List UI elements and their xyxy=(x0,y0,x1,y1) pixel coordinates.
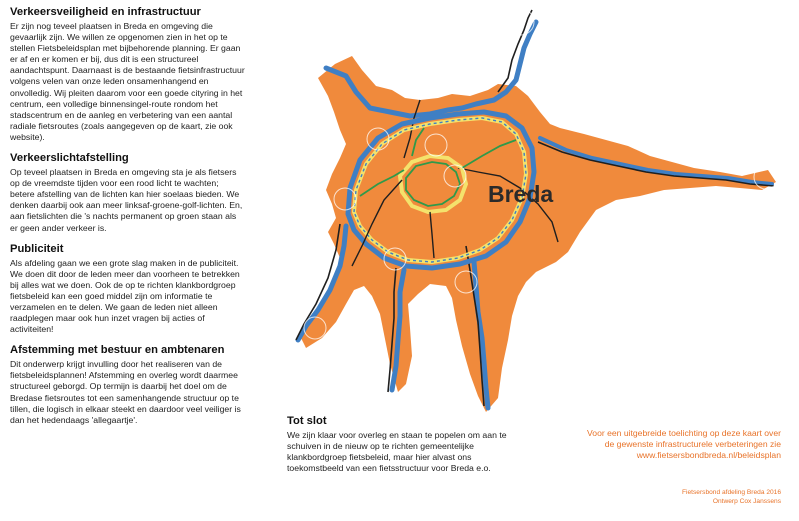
credits-line: Ontwerp Cox Janssens xyxy=(712,498,781,505)
section-title: Afstemming met bestuur en ambtenaren xyxy=(10,344,225,357)
section-verkeerslichtafstelling xyxy=(10,152,245,234)
section-title: Verkeerslichtafstelling xyxy=(10,152,129,165)
info-line: de gewenste infrastructurele verbeteringen zie xyxy=(604,439,781,449)
section-title: Verkeersveiligheid en infrastructuur xyxy=(10,6,201,18)
section-title: Publiciteit xyxy=(10,242,64,255)
section-verkeersveiligheid xyxy=(10,6,245,143)
section-publiciteit xyxy=(10,243,245,336)
tot-slot-section xyxy=(287,415,522,474)
section-body: Als afdeling gaan we een grote slag maken in de publiciteit. We doen dit door de leden meer dan voorheen te betrekken bij alles wat we doen. Ook de op te richten klankbordgroep fietsbeleid kan een goed middel zijn om informatie te verzamelen en te delen. We gaan de leden niet alleen raadplegen maar ook hun inzet vragen bij acties of activiteiten! xyxy=(10,257,240,335)
left-text-column xyxy=(10,6,245,435)
section-title: Tot slot xyxy=(287,415,327,427)
attention-circle xyxy=(508,9,534,35)
section-body: Dit onderwerp krijgt invulling door het realiseren van de fietsbeleidsplannen! Afstemming en overleg wordt daarmee structureel geborgd. Op termijn is daarbij het doel om de Bredase fietsroutes tot een samenhangende structuur op te tillen, die logisch in elkaar steekt en daardoor veel veiliger is dan het hedendaags 'allegaartje'. xyxy=(10,359,241,425)
section-body: We zijn klaar voor overleg en staan te popelen om aan te schuiven in de nieuw op te richten gemeentelijke klankbordgroep fietsbeleid, maar hier alvast ons toekomstbeeld van een fietsstructuur voor Breda e.o. xyxy=(287,430,507,474)
credits-line: Fietsersbond afdeling Breda 2016 xyxy=(682,489,781,496)
credits xyxy=(581,488,781,506)
section-body: Op teveel plaatsen in Breda en omgeving sta je als fietsers op de vreemdste tijden voor een rood licht te wachten; betere afstelling van de lichten kan hier soelaas bieden. We denken daarbij ook aan meer linksaf-groene-golf-lichten. En, aan fietslichten die 's nachts permanent op groen staan als er geen ander verkeer is. xyxy=(10,167,243,233)
section-body: Er zijn nog teveel plaatsen in Breda en omgeving die gevaarlijk zijn. We willen ze opgenomen zien in het op te stellen Fietsbeleidsplan met bijbehorende planning. Er gaan er af en er komen er bij, dus dit is een structureel aandachtspunt. Daarnaast is de bestaande fietsinfrastructuur volgens velen van onze leden onsamenhangend en onvolledig. Wij pleiten daarom voor een goede cityring in het centrum, een volledige binnensingel-route rondom het stadscentrum en de aanleg en verbetering van een aantal radiale fietsroutes (zoals aangegeven op de kaart, zie ook website). xyxy=(10,21,245,142)
map-info-note xyxy=(541,428,781,461)
section-afstemming xyxy=(10,344,245,426)
info-url[interactable]: www.fietsersbondbreda.nl/beleidsplan xyxy=(636,450,781,460)
info-line: Voor een uitgebreide toelichting op deze kaart over xyxy=(587,428,781,438)
city-label: Breda xyxy=(488,181,554,207)
